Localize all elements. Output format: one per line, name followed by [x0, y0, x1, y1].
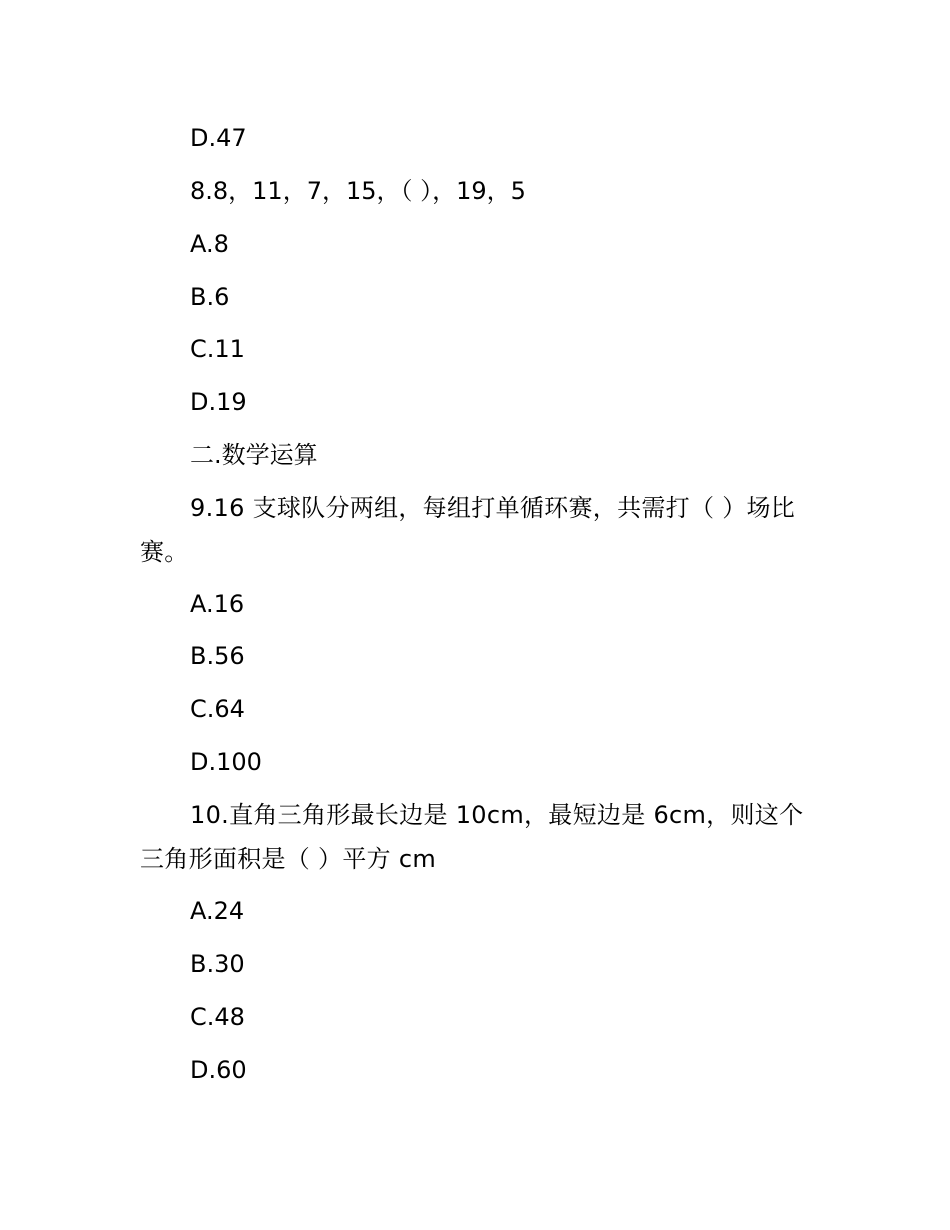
option-c-48: C.48	[190, 1003, 245, 1031]
question-8: 8.8，11，7，15，（ ），19，5	[190, 177, 526, 205]
option-a-8: A.8	[190, 230, 229, 258]
question-10: 10.直角三角形最长边是 10cm，最短边是 6cm，则这个三角形面积是（ ）平方 cm	[140, 801, 804, 873]
option-c-11: C.11	[190, 335, 245, 363]
option-b-30: B.30	[190, 950, 245, 978]
question-9: 9.16 支球队分两组，每组打单循环赛，共需打（ ）场比赛。	[140, 494, 796, 566]
option-d-47: D.47	[190, 124, 247, 152]
option-c-64: C.64	[190, 695, 245, 723]
option-b-56: B.56	[190, 642, 245, 670]
option-d-100: D.100	[190, 748, 262, 776]
option-a-24: A.24	[190, 897, 245, 925]
option-a-16: A.16	[190, 590, 245, 618]
option-d-19: D.19	[190, 388, 247, 416]
option-d-60: D.60	[190, 1056, 247, 1084]
section-heading-math: 二.数学运算	[190, 441, 318, 469]
option-b-6: B.6	[190, 283, 230, 311]
